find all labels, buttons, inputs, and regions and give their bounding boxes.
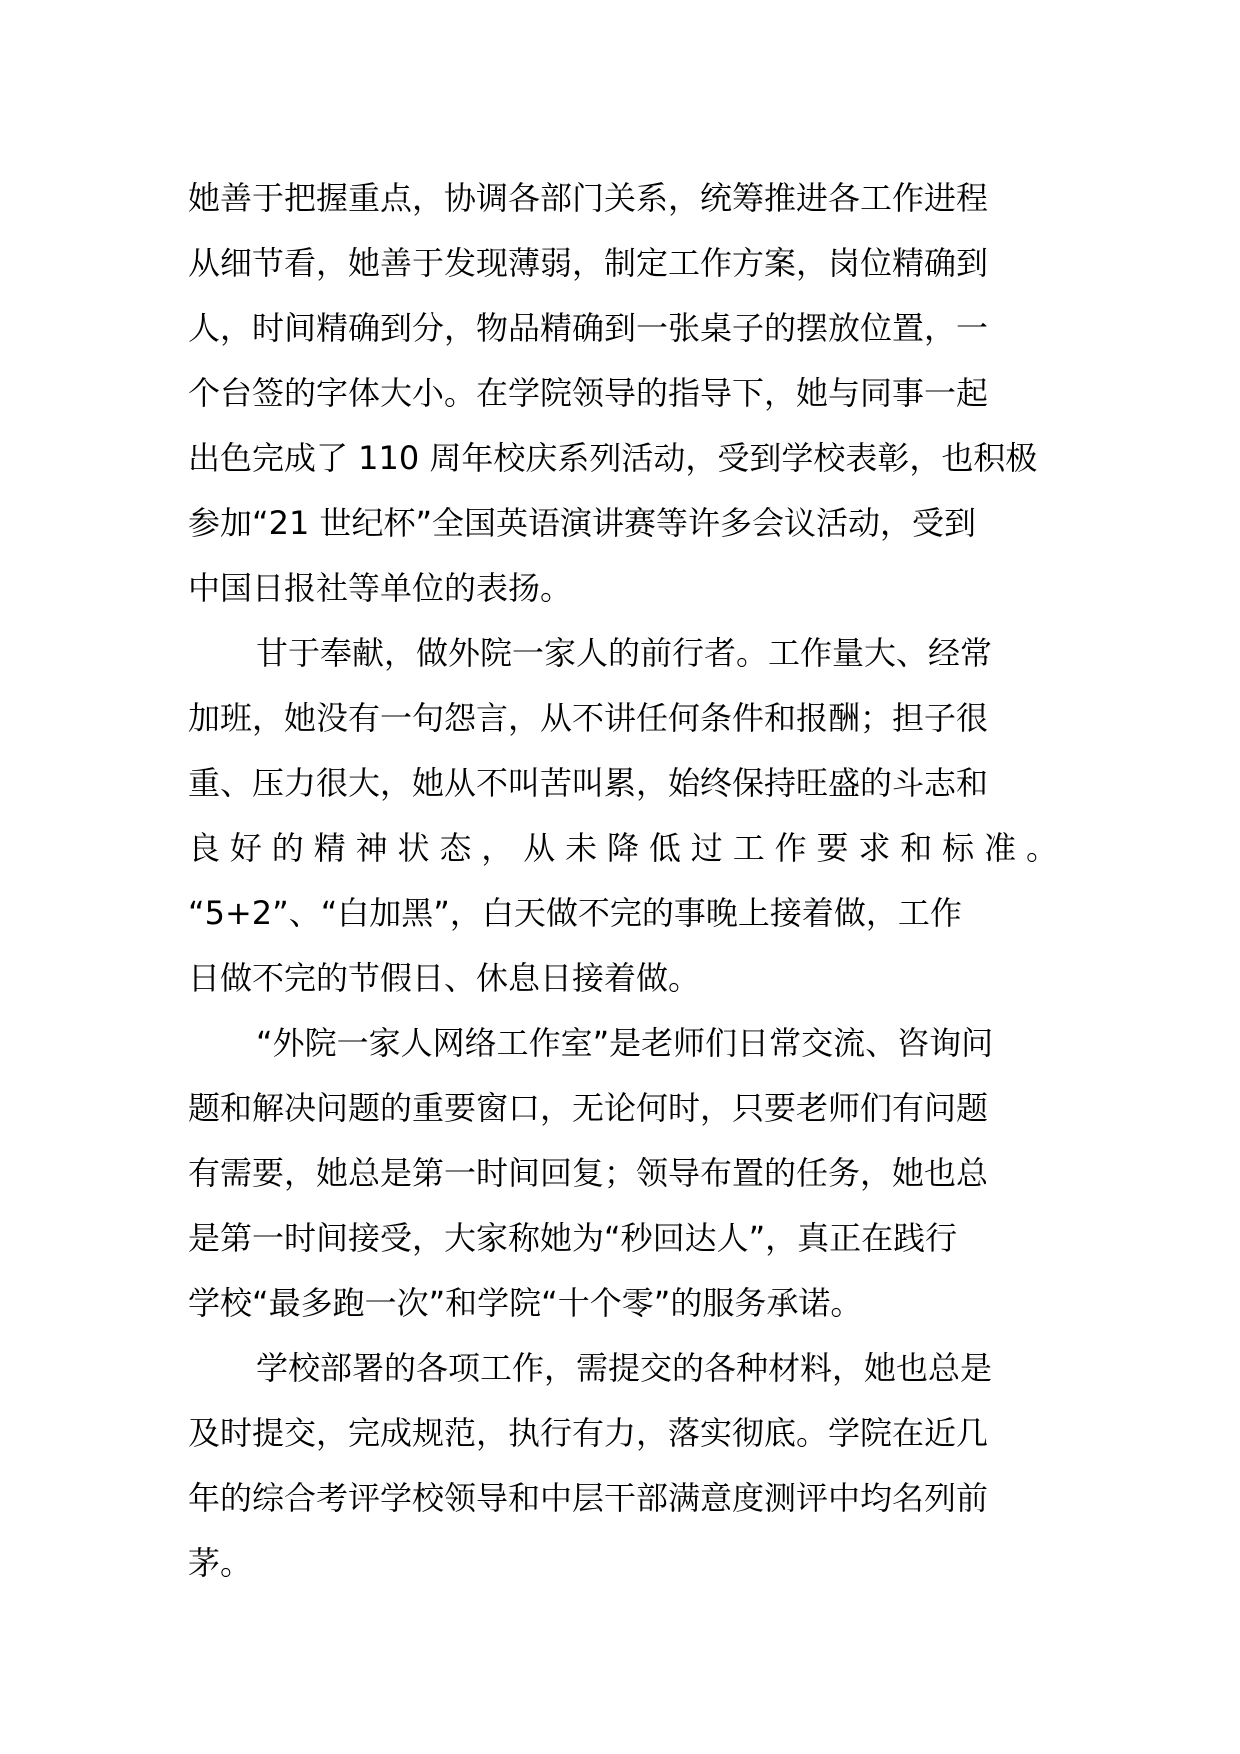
text-line: 学校“最多跑一次”和学院“十个零”的服务承诺。 xyxy=(188,1284,863,1322)
text-line: 题和解决问题的重要窗口，无论何时，只要老师们有问题 xyxy=(188,1089,989,1127)
text-line: 个台签的字体大小。在学院领导的指导下，她与同事一起 xyxy=(188,374,989,412)
text-line: 日做不完的节假日、休息日接着做。 xyxy=(188,959,701,997)
paragraph-start-line: 甘于奉献，做外院一家人的前行者。工作量大、经常 xyxy=(256,634,993,672)
text-line: 及时提交，完成规范，执行有力，落实彻底。学院在近几 xyxy=(188,1414,989,1452)
paragraph-start-line: “外院一家人网络工作室”是老师们日常交流、咨询问 xyxy=(256,1024,994,1062)
text-line: 人，时间精确到分，物品精确到一张桌子的摆放位置，一 xyxy=(188,309,989,347)
document-body xyxy=(188,166,1058,1596)
text-line: 重、压力很大，她从不叫苦叫累，始终保持旺盛的斗志和 xyxy=(188,764,989,802)
text-line: 是第一时间接受，大家称她为“秒回达人”，真正在践行 xyxy=(188,1219,958,1257)
text-line: 加班，她没有一句怨言，从不讲任何条件和报酬；担子很 xyxy=(188,699,989,737)
text-line: 有需要，她总是第一时间回复；领导布置的任务，她也总 xyxy=(188,1154,989,1192)
text-line: 良好的精神状态，从未降低过工作要求和标准。 xyxy=(188,829,1058,867)
paragraph-start-line: 学校部署的各项工作，需提交的各种材料，她也总是 xyxy=(256,1349,993,1387)
text-line: 茅。 xyxy=(188,1544,253,1582)
text-line: “5+2”、“白加黑”，白天做不完的事晚上接着做，工作 xyxy=(188,894,962,932)
text-line: 出色完成了 110 周年校庆系列活动，受到学校表彰，也积极 xyxy=(188,439,1038,477)
text-line: 从细节看，她善于发现薄弱，制定工作方案，岗位精确到 xyxy=(188,244,989,282)
text-line: 参加“21 世纪杯”全国英语演讲赛等许多会议活动，受到 xyxy=(188,504,977,542)
text-line: 年的综合考评学校领导和中层干部满意度测评中均名列前 xyxy=(188,1479,989,1517)
text-line: 她善于把握重点，协调各部门关系，统筹推进各工作进程 xyxy=(188,179,989,217)
text-line: 中国日报社等单位的表扬。 xyxy=(188,569,573,607)
